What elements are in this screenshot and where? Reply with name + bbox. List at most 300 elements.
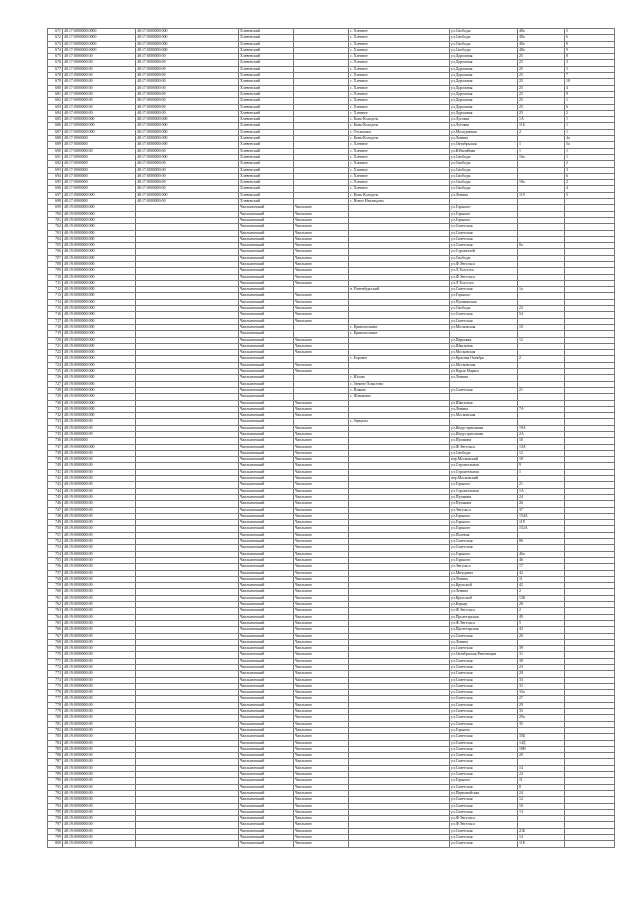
- city-cell: Чаплыгин: [294, 337, 349, 343]
- cadastral-number-cell: 48:19:0000000:00: [63, 835, 136, 841]
- row-number-cell: 684: [48, 110, 63, 116]
- house-number-cell: 14: [518, 765, 565, 771]
- city-cell: Чаплыгин: [294, 608, 349, 614]
- district-cell: Чаплыгинский: [239, 602, 294, 608]
- cadastral-number-cell: 48:19:0000000:000: [63, 217, 136, 223]
- district-cell: Чаплыгинский: [239, 765, 294, 771]
- row-number-cell: 725: [48, 369, 63, 375]
- cadastral-number-cell: 48:19:0000000:00: [63, 551, 136, 557]
- district-cell: Чаплыгинский: [239, 255, 294, 261]
- cadastral-number-cell: 48:19:0000000:00: [63, 482, 136, 488]
- house-number-cell: 12: [518, 450, 565, 456]
- city-cell: Чаплыгин: [294, 778, 349, 784]
- district-cell: Хлевенский: [239, 123, 294, 129]
- cadastral-number-cell: 48:17:0000000: [63, 173, 136, 179]
- cadastral-number-cell: 48:19:0000000:00: [63, 545, 136, 551]
- cadastral-number-cell: 48:19:0000000:000: [63, 413, 136, 419]
- district-cell: Чаплыгинский: [239, 432, 294, 438]
- city-cell: Чаплыгин: [294, 299, 349, 305]
- street-cell: пер.Московский: [450, 457, 518, 463]
- district-cell: Чаплыгинский: [239, 564, 294, 570]
- city-cell: Чаплыгин: [294, 526, 349, 532]
- city-cell: Чаплыгин: [294, 444, 349, 450]
- house-number-cell: 25: [518, 73, 565, 79]
- row-number-cell: 793: [48, 797, 63, 803]
- house-number-cell: 11Е: [518, 841, 565, 847]
- house-number-cell: 7А: [518, 406, 565, 412]
- street-cell: ул.Советская: [450, 664, 518, 670]
- row-number-cell: 727: [48, 381, 63, 387]
- city-cell: Чаплыгин: [294, 803, 349, 809]
- row-number-cell: 678: [48, 73, 63, 79]
- district-cell: Чаплыгинский: [239, 715, 294, 721]
- row-number-cell: 787: [48, 759, 63, 765]
- district-cell: Хлевенский: [239, 136, 294, 142]
- district-cell: Хлевенский: [239, 148, 294, 154]
- cadastral-number-cell: 48:19:0000000:000: [63, 205, 136, 211]
- row-number-cell: 693: [48, 167, 63, 173]
- cadastral-number-cell: 48:19:0000000:00: [63, 532, 136, 538]
- cadastral-number-cell: 48:19:0000000:00: [63, 633, 136, 639]
- street-cell: ул.Пушкина: [450, 438, 518, 444]
- street-cell: ул.Горького: [450, 526, 518, 532]
- street-cell: ул.Мичурина: [450, 570, 518, 576]
- district-cell: Чаплыгинский: [239, 532, 294, 538]
- row-number-cell: 769: [48, 646, 63, 652]
- row-number-cell: 697: [48, 192, 63, 198]
- cadastral-number-cell: 48:19:0000000:00: [63, 620, 136, 626]
- city-cell: Чаплыгин: [294, 268, 349, 274]
- row-number-cell: 710: [48, 274, 63, 280]
- city-cell: Чаплыгин: [294, 784, 349, 790]
- house-number-cell: 1А: [518, 488, 565, 494]
- street-cell: ул.Советская: [450, 312, 518, 318]
- city-cell: Чаплыгин: [294, 753, 349, 759]
- district-cell: Чаплыгинский: [239, 236, 294, 242]
- street-cell: ул.Советская: [450, 759, 518, 765]
- district-cell: Чаплыгинский: [239, 425, 294, 431]
- parent-cadastral-number-cell: 48:17:0000000:00: [136, 180, 239, 186]
- house-number-cell: 24: [518, 494, 565, 500]
- row-number-cell: 770: [48, 652, 63, 658]
- address-register-table: [47, 28, 615, 848]
- city-cell: Чаплыгин: [294, 501, 349, 507]
- city-cell: Чаплыгин: [294, 211, 349, 217]
- street-cell: ул.Советская: [450, 683, 518, 689]
- parent-cadastral-number-cell: 48:17:0000000:00: [136, 104, 239, 110]
- street-cell: ул.Свободы: [450, 35, 518, 41]
- cadastral-number-cell: 48:19:0000000:00: [63, 488, 136, 494]
- row-number-cell: 681: [48, 91, 63, 97]
- apartment-number-cell: 1: [565, 98, 615, 104]
- district-cell: Чаплыгинский: [239, 293, 294, 299]
- city-cell: Чаплыгин: [294, 721, 349, 727]
- city-cell: Чаплыгин: [294, 646, 349, 652]
- row-number-cell: 718: [48, 324, 63, 330]
- cadastral-number-cell: 48:19:0000000:000: [63, 375, 136, 381]
- cadastral-number-cell: 48:19:0000000:00: [63, 646, 136, 652]
- row-number-cell: 715: [48, 306, 63, 312]
- city-cell: Чаплыгин: [294, 350, 349, 356]
- house-number-cell: 9: [518, 463, 565, 469]
- house-number-cell: 54: [518, 312, 565, 318]
- street-cell: ул.Свободы: [450, 47, 518, 53]
- cadastral-number-cell: 48:19:0000000:00: [63, 753, 136, 759]
- house-number-cell: 20: [518, 753, 565, 759]
- apartment-number-cell: 6: [565, 104, 615, 110]
- city-cell: Чаплыгин: [294, 746, 349, 752]
- street-cell: ул.Ленина: [450, 576, 518, 582]
- street-cell: ул.Полевая: [450, 532, 518, 538]
- street-cell: ул.Индустриальная: [450, 432, 518, 438]
- street-cell: ул.Горького: [450, 520, 518, 526]
- street-cell: ул.Советская: [450, 702, 518, 708]
- city-cell: Чаплыгин: [294, 280, 349, 286]
- street-cell: ул.Строительная: [450, 469, 518, 475]
- city-cell: Чаплыгин: [294, 243, 349, 249]
- cadastral-number-cell: 48:19:0000000:00: [63, 721, 136, 727]
- house-number-cell: 21: [518, 387, 565, 393]
- district-cell: Чаплыгинский: [239, 816, 294, 822]
- city-cell: Чаплыгин: [294, 224, 349, 230]
- cadastral-number-cell: 48:19:0000000:000: [63, 324, 136, 330]
- district-cell: Чаплыгинский: [239, 494, 294, 500]
- city-cell: Чаплыгин: [294, 709, 349, 715]
- cadastral-number-cell: 48:17:0000000:000: [63, 123, 136, 129]
- district-cell: Чаплыгинский: [239, 658, 294, 664]
- house-number-cell: 42: [518, 583, 565, 589]
- house-number-cell: 31: [518, 652, 565, 658]
- cadastral-number-cell: 48:19:0000000:000: [63, 261, 136, 267]
- house-number-cell: 86: [518, 539, 565, 545]
- city-cell: Чаплыгин: [294, 564, 349, 570]
- house-number-cell: 152А: [518, 526, 565, 532]
- house-number-cell: 46: [518, 557, 565, 563]
- house-number-cell: 1а: [518, 287, 565, 293]
- district-cell: Чаплыгинский: [239, 450, 294, 456]
- district-cell: Чаплыгинский: [239, 721, 294, 727]
- street-cell: ул.Пушкина: [450, 501, 518, 507]
- cadastral-number-cell: 48:17:0000000: [63, 142, 136, 148]
- street-cell: ул.Советская: [450, 772, 518, 778]
- cadastral-number-cell: 48:19:0000000:000: [63, 306, 136, 312]
- row-number-cell: 734: [48, 425, 63, 431]
- parent-cadastral-number-cell: 48:17:0000000:000: [136, 192, 239, 198]
- street-cell: ул.Ленина: [450, 136, 518, 142]
- house-number-cell: 35: [518, 721, 565, 727]
- district-cell: Чаплыгинский: [239, 545, 294, 551]
- cadastral-number-cell: 48:19:0000000:00: [63, 803, 136, 809]
- row-number-cell: 762: [48, 602, 63, 608]
- street-cell: ул.Карла Маркса: [450, 369, 518, 375]
- street-cell: ул.Советская: [450, 696, 518, 702]
- row-number-cell: 789: [48, 772, 63, 778]
- district-cell: Чаплыгинский: [239, 608, 294, 614]
- district-cell: Хлевенский: [239, 186, 294, 192]
- house-number-cell: 2А: [518, 432, 565, 438]
- cadastral-number-cell: 48:19:0000000:00: [63, 614, 136, 620]
- cadastral-number-cell: 48:19:0000000:000: [63, 444, 136, 450]
- row-number-cell: 729: [48, 394, 63, 400]
- cadastral-number-cell: 48:19:0000000:00: [63, 683, 136, 689]
- house-number-cell: 27: [518, 696, 565, 702]
- row-number-cell: 702: [48, 224, 63, 230]
- row-number-cell: 692: [48, 161, 63, 167]
- street-cell: ул.Советская: [450, 734, 518, 740]
- row-number-cell: 682: [48, 98, 63, 104]
- street-cell: ул.Индустриальная: [450, 425, 518, 431]
- city-cell: Чаплыгин: [294, 293, 349, 299]
- row-number-cell: 781: [48, 721, 63, 727]
- parent-cadastral-number-cell: 48:17:0000000:00: [136, 79, 239, 85]
- district-cell: Чаплыгинский: [239, 337, 294, 343]
- apartment-number-cell: 1: [565, 148, 615, 154]
- district-cell: Чаплыгинский: [239, 557, 294, 563]
- street-cell: ул.Горького: [450, 557, 518, 563]
- house-number-cell: 1: [518, 142, 565, 148]
- street-cell: ул.Советская: [450, 539, 518, 545]
- city-cell: Чаплыгин: [294, 406, 349, 412]
- apartment-number-cell: 5: [565, 192, 615, 198]
- district-cell: Чаплыгинский: [239, 249, 294, 255]
- street-cell: ул.Советская: [450, 690, 518, 696]
- street-cell: ул.Горького: [450, 211, 518, 217]
- district-cell: Чаплыгинский: [239, 387, 294, 393]
- settlement-cell: с. Юсово: [349, 375, 450, 381]
- house-number-cell: 25: [518, 98, 565, 104]
- cadastral-number-cell: 48:19:0000000:000: [63, 381, 136, 387]
- district-cell: Чаплыгинский: [239, 268, 294, 274]
- city-cell: Чаплыгин: [294, 236, 349, 242]
- settlement-cell: с. Зерцалы: [349, 419, 450, 425]
- settlement-cell: с. Кривополянье: [349, 331, 450, 337]
- city-cell: Чаплыгин: [294, 463, 349, 469]
- cadastral-number-cell: 48:19:0000000:00: [63, 778, 136, 784]
- house-number-cell: 10: [518, 438, 565, 444]
- row-number-cell: 689: [48, 142, 63, 148]
- cadastral-number-cell: 48:19:0000000:000: [63, 318, 136, 324]
- house-number-cell: 29: [518, 702, 565, 708]
- cadastral-number-cell: 48:19:0000000:00: [63, 816, 136, 822]
- row-number-cell: 700: [48, 211, 63, 217]
- city-cell: Чаплыгин: [294, 772, 349, 778]
- apartment-number-cell: 10: [565, 79, 615, 85]
- row-number-cell: 740: [48, 463, 63, 469]
- district-cell: Чаплыгинский: [239, 350, 294, 356]
- street-cell: ул.Энгельса: [450, 507, 518, 513]
- street-cell: ул.Московская: [450, 362, 518, 368]
- row-number-cell: 760: [48, 589, 63, 595]
- district-cell: Чаплыгинский: [239, 520, 294, 526]
- apartment-number-cell: 2: [565, 110, 615, 116]
- city-cell: Чаплыгин: [294, 432, 349, 438]
- city-cell: Чаплыгин: [294, 306, 349, 312]
- row-number-cell: 747: [48, 507, 63, 513]
- settlement-cell: с. Пиково: [349, 387, 450, 393]
- district-cell: Чаплыгинский: [239, 696, 294, 702]
- cadastral-number-cell: 48:17:0000000:0000: [63, 47, 136, 53]
- house-number-cell: 49: [518, 614, 565, 620]
- cadastral-number-cell: 48:19:0000000:00: [63, 627, 136, 633]
- house-number-cell: 25: [518, 85, 565, 91]
- city-cell: Чаплыгин: [294, 797, 349, 803]
- house-number-cell: 48а: [518, 29, 565, 35]
- row-number-cell: 673: [48, 41, 63, 47]
- district-cell: Чаплыгинский: [239, 444, 294, 450]
- cadastral-number-cell: 48:17:0000000:00: [63, 91, 136, 97]
- district-cell: Чаплыгинский: [239, 671, 294, 677]
- house-number-cell: 25: [518, 54, 565, 60]
- apartment-number-cell: 3: [565, 167, 615, 173]
- house-number-cell: 16а: [518, 154, 565, 160]
- district-cell: Чаплыгинский: [239, 476, 294, 482]
- row-number-cell: 788: [48, 765, 63, 771]
- cadastral-number-cell: 48:19:0000000:00: [63, 702, 136, 708]
- district-cell: Хлевенский: [239, 29, 294, 35]
- cadastral-number-cell: 48:17:0000000:00: [63, 73, 136, 79]
- district-cell: Чаплыгинский: [239, 406, 294, 412]
- district-cell: Чаплыгинский: [239, 570, 294, 576]
- cadastral-number-cell: 48:19:0000000:000: [63, 224, 136, 230]
- apartment-number-cell: 2: [565, 161, 615, 167]
- city-cell: Чаплыгин: [294, 450, 349, 456]
- row-number-cell: 757: [48, 570, 63, 576]
- settlement-cell: с. Хлевное: [349, 110, 450, 116]
- row-number-cell: 694: [48, 173, 63, 179]
- cadastral-number-cell: 48:19:0000000:00: [63, 469, 136, 475]
- cadastral-number-cell: 48:19:0000000:000: [63, 356, 136, 362]
- row-number-cell: 782: [48, 727, 63, 733]
- house-number-cell: 25: [518, 60, 565, 66]
- row-number-cell: 723: [48, 356, 63, 362]
- row-number-cell: 756: [48, 564, 63, 570]
- district-cell: Чаплыгинский: [239, 488, 294, 494]
- row-number-cell: 686: [48, 123, 63, 129]
- district-cell: Чаплыгинский: [239, 287, 294, 293]
- district-cell: Чаплыгинский: [239, 362, 294, 368]
- city-cell: Чаплыгин: [294, 696, 349, 702]
- row-number-cell: 772: [48, 664, 63, 670]
- street-cell: ул.Ленина: [450, 192, 518, 198]
- house-number-cell: 39: [518, 646, 565, 652]
- street-cell: ул.Ф.Энгельса: [450, 274, 518, 280]
- row-number-cell: 796: [48, 816, 63, 822]
- district-cell: Чаплыгинский: [239, 369, 294, 375]
- cadastral-number-cell: 48:19:0000000:00: [63, 463, 136, 469]
- city-cell: Чаплыгин: [294, 664, 349, 670]
- district-cell: Чаплыгинский: [239, 217, 294, 223]
- apartment-number-cell: 4: [565, 186, 615, 192]
- street-cell: ул.Л.Толстого: [450, 280, 518, 286]
- street-cell: ул.Октябрьская: [450, 142, 518, 148]
- cadastral-number-cell: 48:19:0000000:00: [63, 494, 136, 500]
- cadastral-number-cell: 48:17:0000000: [63, 199, 136, 205]
- district-cell: Чаплыгинский: [239, 211, 294, 217]
- row-number-cell: 708: [48, 261, 63, 267]
- house-number-cell: 48а: [518, 41, 565, 47]
- street-cell: ул.Школьная: [450, 343, 518, 349]
- city-cell: Чаплыгин: [294, 583, 349, 589]
- cadastral-number-cell: 48:19:0000000:000: [63, 236, 136, 242]
- row-number-cell: 761: [48, 595, 63, 601]
- row-number-cell: 776: [48, 690, 63, 696]
- street-cell: ул.Дорожная: [450, 54, 518, 60]
- street-cell: ул.Московская: [450, 413, 518, 419]
- cadastral-number-cell: 48:19:0000000:00: [63, 841, 136, 847]
- district-cell: Чаплыгинский: [239, 513, 294, 519]
- street-cell: ул.Свободы: [450, 154, 518, 160]
- cadastral-number-cell: 48:19:0000000:00: [63, 809, 136, 815]
- house-number-cell: 10: [518, 803, 565, 809]
- row-number-cell: 716: [48, 312, 63, 318]
- street-cell: ул.Советская: [450, 230, 518, 236]
- district-cell: Хлевенский: [239, 98, 294, 104]
- house-number-cell: 18Н: [518, 746, 565, 752]
- street-cell: ул.Свободы: [450, 173, 518, 179]
- house-number-cell: 2: [518, 356, 565, 362]
- street-cell: ул.Энгельса: [450, 564, 518, 570]
- city-cell: Чаплыгин: [294, 822, 349, 828]
- street-cell: ул.Ф.Энгельса: [450, 608, 518, 614]
- house-number-cell: 25: [518, 110, 565, 116]
- city-cell: Чаплыгин: [294, 835, 349, 841]
- row-number-cell: 706: [48, 249, 63, 255]
- apartment-number-cell: 9: [565, 47, 615, 53]
- cadastral-number-cell: 48:17:0000000: [63, 167, 136, 173]
- cadastral-number-cell: 48:19:0000000:00: [63, 658, 136, 664]
- street-cell: ул.Школьная: [450, 400, 518, 406]
- cadastral-number-cell: 48:17:0000000:000: [63, 117, 136, 123]
- cadastral-number-cell: 48:17:0000000:00: [63, 66, 136, 72]
- district-cell: Хлевенский: [239, 47, 294, 53]
- row-number-cell: 677: [48, 66, 63, 72]
- district-cell: Чаплыгинский: [239, 778, 294, 784]
- street-cell: ул.Строительная: [450, 463, 518, 469]
- city-cell: Чаплыгин: [294, 312, 349, 318]
- settlement-cell: с. Хлевное: [349, 91, 450, 97]
- house-number-cell: 48а: [518, 47, 565, 53]
- cadastral-number-cell: 48:19:0000000:00: [63, 696, 136, 702]
- settlement-cell: с. Хлевное: [349, 186, 450, 192]
- cadastral-number-cell: 48:19:0000000:00: [63, 709, 136, 715]
- row-number-cell: 688: [48, 136, 63, 142]
- district-cell: Чаплыгинский: [239, 727, 294, 733]
- cadastral-number-cell: 48:19:0000000:000: [63, 394, 136, 400]
- parent-cadastral-number-cell: 48:17:0000000:000: [136, 35, 239, 41]
- city-cell: Чаплыгин: [294, 759, 349, 765]
- street-cell: ул.Крупской: [450, 595, 518, 601]
- street-cell: ул.Свободы: [450, 186, 518, 192]
- house-number-cell: 42: [518, 570, 565, 576]
- street-cell: ул.Карьер: [450, 602, 518, 608]
- street-cell: ул.Советская: [450, 715, 518, 721]
- city-cell: Чаплыгин: [294, 217, 349, 223]
- street-cell: ул.Свободы: [450, 167, 518, 173]
- district-cell: Чаплыгинский: [239, 394, 294, 400]
- cadastral-number-cell: 48:19:0000000:00: [63, 576, 136, 582]
- row-number-cell: 721: [48, 343, 63, 349]
- cadastral-number-cell: 48:19:0000000:000: [63, 287, 136, 293]
- city-cell: Чаплыгин: [294, 639, 349, 645]
- row-number-cell: 726: [48, 375, 63, 381]
- settlement-cell: с. Хлевное: [349, 29, 450, 35]
- cadastral-number-cell: 48:19:0000000:00: [63, 570, 136, 576]
- cadastral-number-cell: 48:19:0000000:00: [63, 772, 136, 778]
- house-number-cell: 19А: [518, 425, 565, 431]
- district-cell: Чаплыгинский: [239, 627, 294, 633]
- district-cell: Чаплыгинский: [239, 526, 294, 532]
- district-cell: Чаплыгинский: [239, 469, 294, 475]
